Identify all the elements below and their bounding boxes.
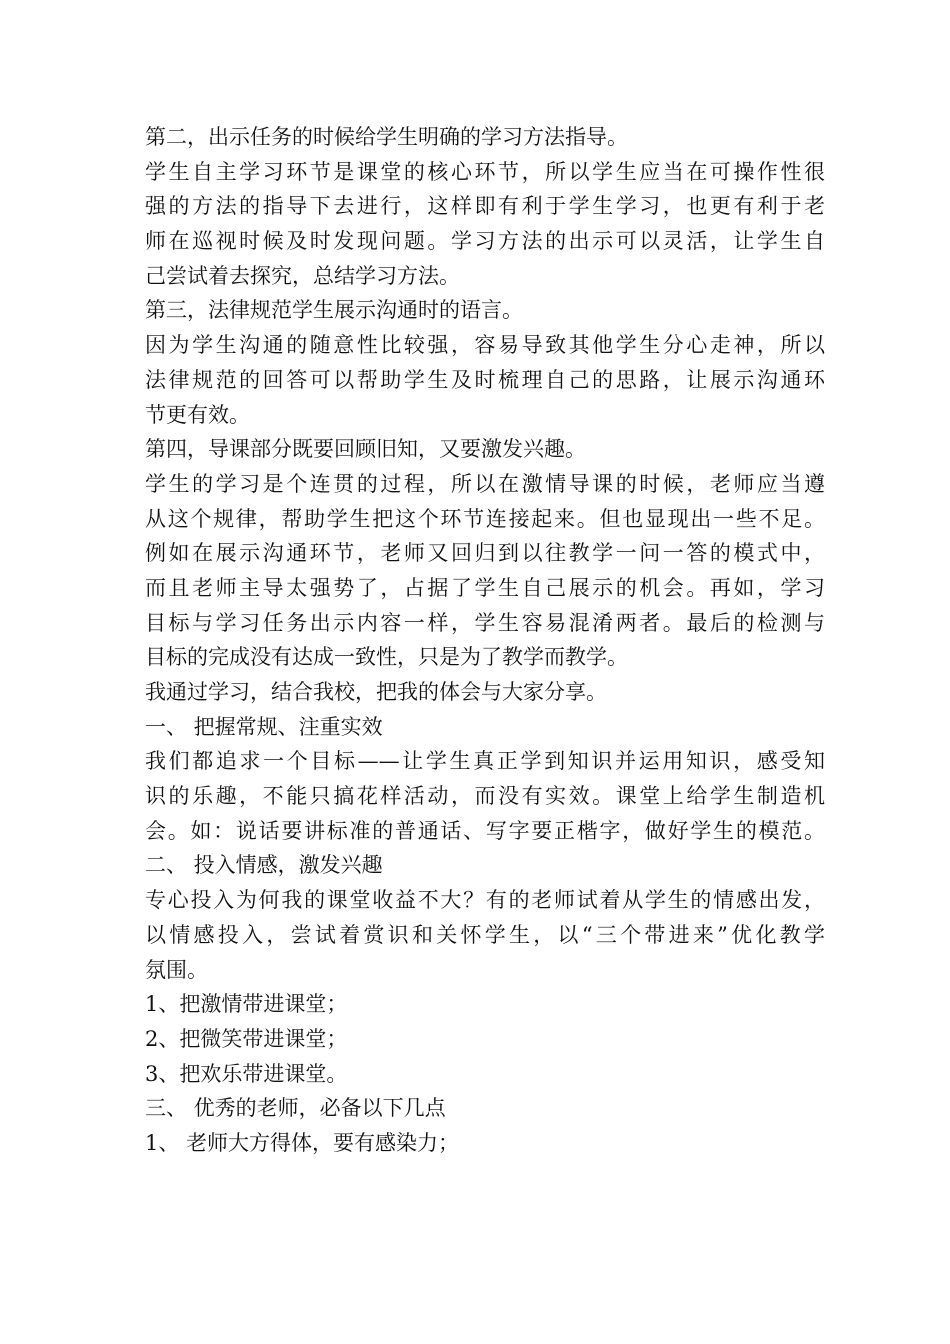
list-item: 1、 老师大方得体，要有感染力； (145, 1130, 460, 1155)
text-line: 第四，导课部分既要回顾旧知，又要激发兴趣。 (145, 437, 586, 462)
text-line: 我们都追求一个目标——让学生真正学到知识并运用知识，感受知 (145, 749, 825, 774)
text-line: 因为学生沟通的随意性比较强，容易导致其他学生分心走神，所以 (145, 333, 825, 358)
list-item: 1、把激情带进课堂； (145, 992, 348, 1017)
text-line: 我通过学习，结合我校，把我的体会与大家分享。 (145, 680, 607, 704)
section-heading: 一、 把握常规、注重实效 (145, 714, 383, 739)
text-line: 目标与学习任务出示内容一样，学生容易混淆两者。最后的检测与 (145, 610, 825, 635)
text-line: 节更有效。 (145, 402, 250, 427)
text-line: 学生自主学习环节是课堂的核心环节，所以学生应当在可操作性很 (145, 159, 825, 184)
text-line: 强的方法的指导下去进行，这样即有利于学生学习，也更有利于老 (145, 194, 825, 219)
text-line: 从这个规律，帮助学生把这个环节连接起来。但也显现出一些不足。 (145, 506, 825, 531)
text-line: 法律规范的回答可以帮助学生及时梳理自己的思路，让展示沟通环 (145, 367, 825, 392)
text-line: 以情感投入，尝试着赏识和关怀学生，以“三个带进来”优化教学 (145, 922, 825, 947)
section-heading: 二、 投入情感，激发兴趣 (145, 853, 383, 878)
text-line: 第三，法律规范学生展示沟通时的语言。 (145, 298, 523, 323)
text-line: 例如在展示沟通环节，老师又回归到以往教学一问一答的模式中， (145, 541, 825, 566)
text-line: 第二，出示任务的时候给学生明确的学习方法指导。 (145, 125, 628, 149)
text-line: 识的乐趣，不能只搞花样活动，而没有实效。课堂上给学生制造机 (145, 784, 825, 809)
text-line: 会。如：说话要讲标准的普通话、写字要正楷字，做好学生的模范。 (145, 818, 825, 843)
text-line: 学生的学习是个连贯的过程，所以在激情导课的时候，老师应当遵 (145, 471, 825, 496)
text-line: 氛围。 (145, 957, 208, 982)
text-line: 专心投入为何我的课堂收益不大？有的老师试着从学生的情感出发， (145, 888, 825, 913)
text-line: 目标的完成没有达成一致性，只是为了教学而教学。 (145, 645, 628, 670)
text-line: 己尝试着去探究，总结学习方法。 (145, 263, 460, 288)
text-line: 而且老师主导太强势了，占据了学生自己展示的机会。再如，学习 (145, 575, 825, 600)
text-line: 师在巡视时候及时发现问题。学习方法的出示可以灵活，让学生自 (145, 229, 825, 254)
list-item: 3、把欢乐带进课堂。 (145, 1061, 348, 1086)
section-heading: 三、 优秀的老师，必备以下几点 (145, 1096, 446, 1121)
document-body (145, 120, 825, 1161)
list-item: 2、把微笑带进课堂； (145, 1026, 348, 1051)
